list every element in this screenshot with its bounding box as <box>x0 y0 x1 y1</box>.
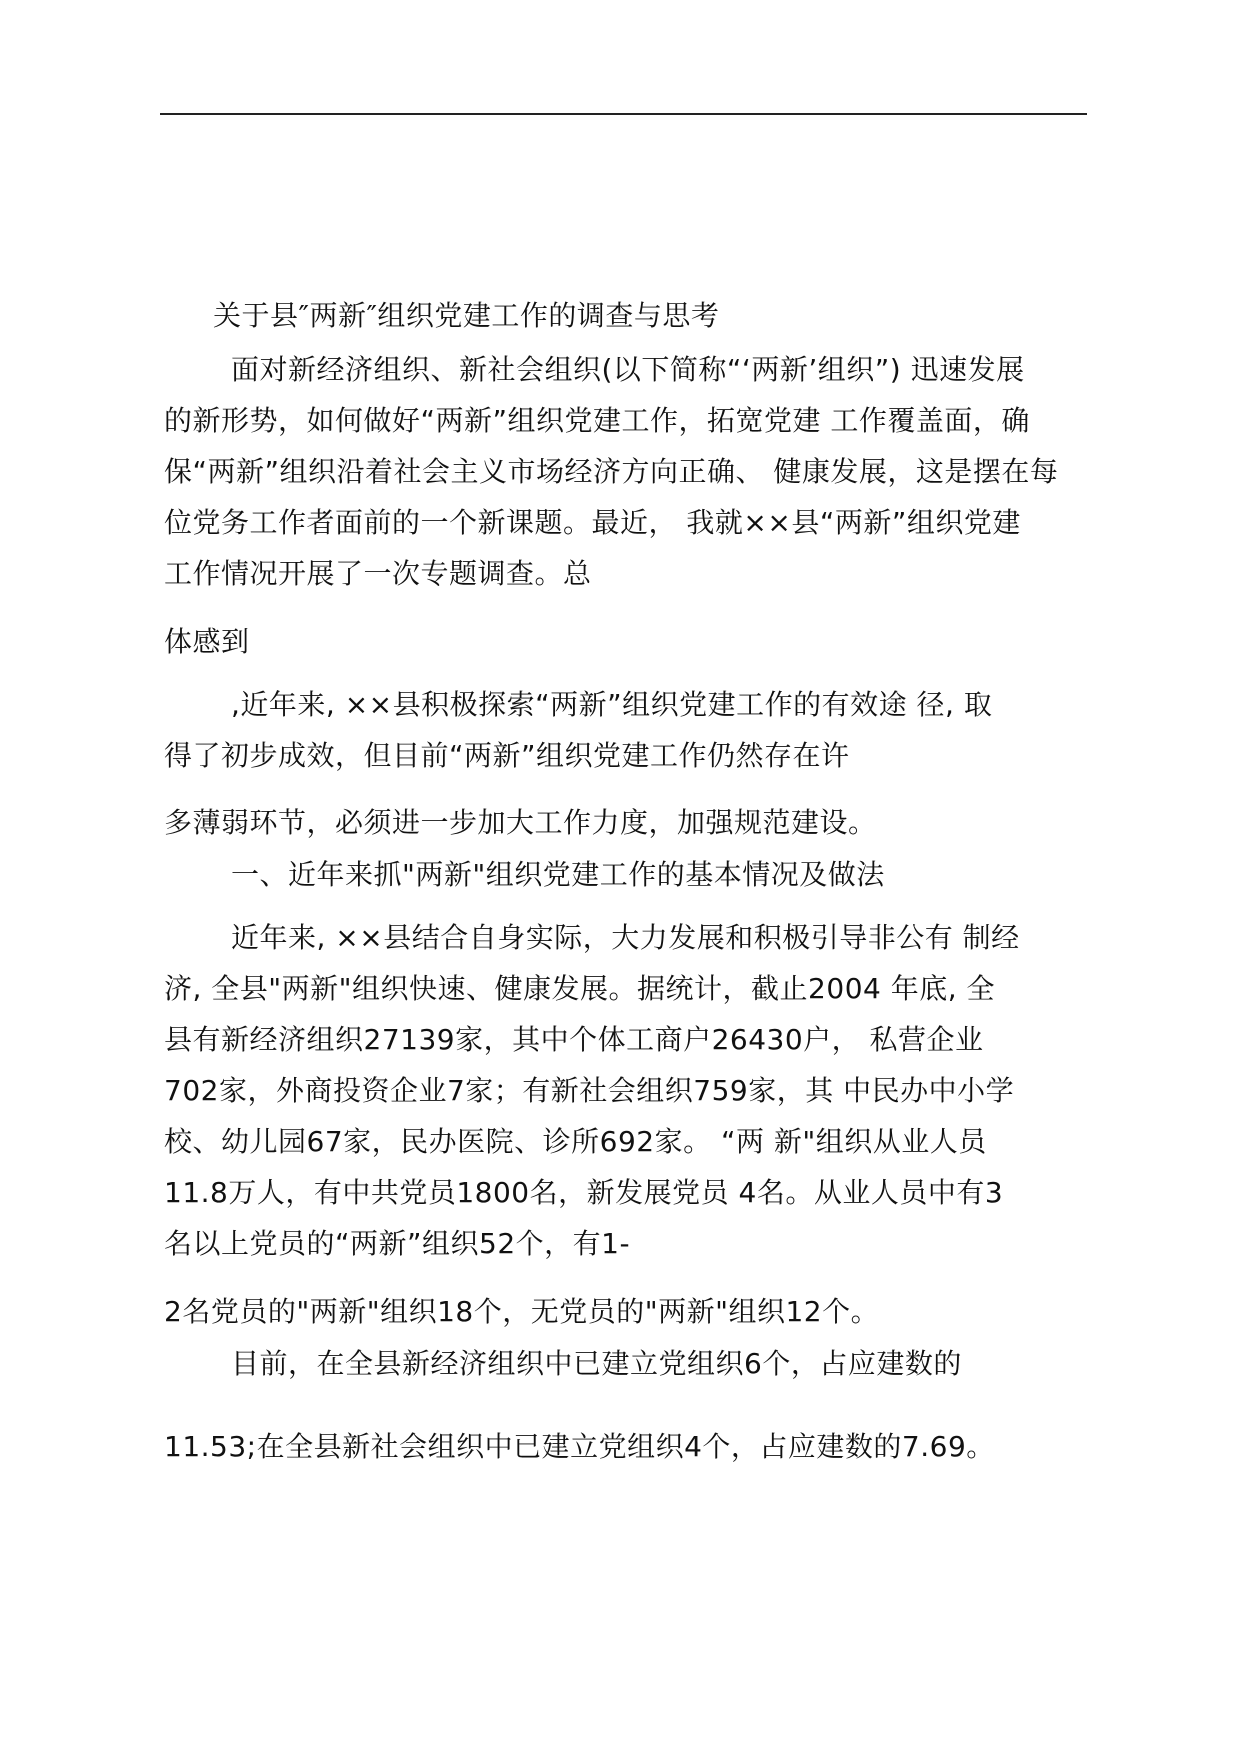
paragraph-line-20: 11.53;在全县新社会组织中已建立党组织4个，占应建数的7.69。 <box>164 1430 995 1463</box>
paragraph-line-1: 面对新经济组织、新社会组织(以下简称“‘两新’组织”) 迅速发展 <box>231 353 1025 386</box>
paragraph-line-17: 名以上党员的“两新”组织52个，有1- <box>164 1227 631 1260</box>
paragraph-line-7: ,近年来, ××县积极探索“两新”组织党建工作的有效途 径, 取 <box>231 688 993 721</box>
document-title: 关于县″两新″组织党建工作的调查与思考 <box>213 299 720 332</box>
paragraph-line-8: 得了初步成效，但目前“两新”组织党建工作仍然存在许 <box>164 739 850 772</box>
header-rule <box>160 113 1087 115</box>
paragraph-line-9: 多薄弱环节，必须进一步加大工作力度，加强规范建设。 <box>164 806 877 839</box>
paragraph-line-4: 位党务工作者面前的一个新课题。最近， 我就××县“两新”组织党建 <box>164 506 1021 539</box>
paragraph-line-15: 校、幼儿园67家，民办医院、诊所692家。 “两 新"组织从业人员 <box>164 1125 987 1158</box>
paragraph-line-13: 县有新经济组织27139家，其中个体工商户26430户， 私营企业 <box>164 1023 984 1056</box>
paragraph-line-18: 2名党员的"两新"组织18个，无党员的"两新"组织12个。 <box>164 1295 880 1328</box>
paragraph-line-11: 近年来, ××县结合自身实际，大力发展和积极引导非公有 制经 <box>231 921 1020 954</box>
paragraph-line-14: 702家，外商投资企业7家；有新社会组织759家，其 中民办中小学 <box>164 1074 1015 1107</box>
paragraph-line-12: 济, 全县"两新"组织快速、健康发展。据统计，截止2004 年底, 全 <box>164 972 996 1005</box>
paragraph-line-16: 11.8万人，有中共党员1800名，新发展党员 4名。从业人员中有3 <box>164 1176 1004 1209</box>
section-heading-1: 一、近年来抓"两新"组织党建工作的基本情况及做法 <box>231 858 885 891</box>
paragraph-line-6: 体感到 <box>164 625 250 658</box>
paragraph-line-2: 的新形势，如何做好“两新”组织党建工作，拓宽党建 工作覆盖面，确 <box>164 404 1030 437</box>
paragraph-line-5: 工作情况开展了一次专题调查。总 <box>164 557 592 590</box>
paragraph-line-3: 保“两新”组织沿着社会主义市场经济方向正确、 健康发展，这是摆在每 <box>164 455 1059 488</box>
paragraph-line-19: 目前，在全县新经济组织中已建立党组织6个，占应建数的 <box>231 1347 962 1380</box>
